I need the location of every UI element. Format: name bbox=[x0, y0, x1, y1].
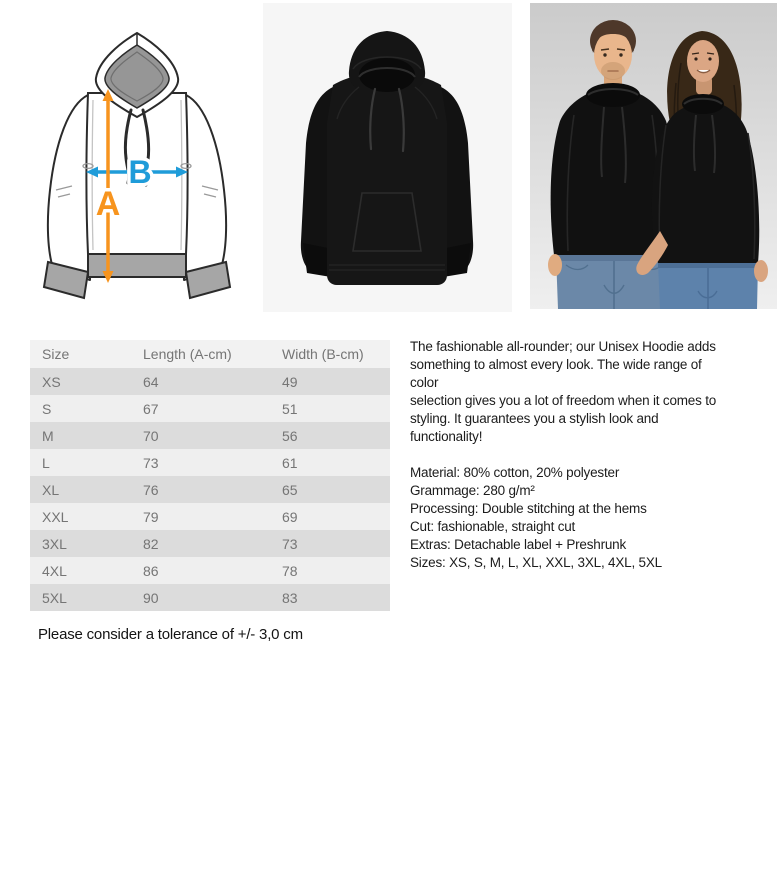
width-cell: 73 bbox=[282, 535, 298, 552]
table-row bbox=[30, 395, 390, 422]
label-b: B bbox=[128, 154, 152, 190]
width-cell: 61 bbox=[282, 454, 298, 471]
size-cell: 4XL bbox=[42, 562, 67, 579]
black-hoodie-graphic bbox=[263, 3, 512, 312]
length-cell: 86 bbox=[143, 562, 159, 579]
right-sleeve bbox=[182, 95, 226, 280]
length-cell: 79 bbox=[143, 508, 159, 525]
table-row bbox=[30, 557, 390, 584]
column-header-width: Width (B-cm) bbox=[282, 346, 364, 362]
models-graphic bbox=[530, 3, 777, 312]
hoodie-measurement-diagram bbox=[33, 12, 245, 304]
length-cell: 70 bbox=[143, 427, 159, 444]
size-cell: 5XL bbox=[42, 589, 67, 606]
size-cell: XL bbox=[42, 481, 60, 498]
size-cell: L bbox=[42, 454, 50, 471]
spec-line-sizes: Sizes: XS, S, M, L, XL, XXL, 3XL, 4XL, 5XL bbox=[410, 555, 662, 570]
table-header-row bbox=[30, 340, 390, 368]
left-sleeve bbox=[48, 95, 92, 280]
models-photo bbox=[530, 3, 777, 312]
length-cell: 64 bbox=[143, 373, 159, 390]
spec-line-extras: Extras: Detachable label + Preshrunk bbox=[410, 537, 627, 552]
size-cell: M bbox=[42, 427, 54, 444]
label-a: A bbox=[95, 185, 121, 223]
waistband bbox=[88, 254, 186, 277]
description-line: styling. It guarantees you a stylish look and functionality! bbox=[410, 411, 659, 444]
size-table bbox=[30, 340, 390, 611]
table-row bbox=[30, 449, 390, 476]
size-cell: 3XL bbox=[42, 535, 67, 552]
table-row bbox=[30, 530, 390, 557]
torso bbox=[327, 73, 447, 285]
width-cell: 83 bbox=[282, 589, 298, 606]
spec-line-grammage: Grammage: 280 g/m² bbox=[410, 483, 535, 498]
spec-line-cut: Cut: fashionable, straight cut bbox=[410, 519, 576, 534]
table-row bbox=[30, 584, 390, 611]
length-cell: 67 bbox=[143, 400, 159, 417]
table-row bbox=[30, 476, 390, 503]
column-header-size: Size bbox=[42, 346, 70, 362]
width-cell: 49 bbox=[282, 373, 298, 390]
length-cell: 82 bbox=[143, 535, 159, 552]
spec-line-processing: Processing: Double stitching at the hems bbox=[410, 501, 647, 516]
description-specs bbox=[410, 464, 730, 572]
tolerance-note: Please consider a tolerance of +/- 3,0 cm bbox=[38, 626, 303, 643]
size-cell: S bbox=[42, 400, 52, 417]
size-table-section bbox=[30, 340, 390, 611]
spec-line-material: Material: 80% cotton, 20% polyester bbox=[410, 465, 620, 480]
description-line: something to almost every look. The wide range of color bbox=[410, 357, 702, 390]
size-cell: XXL bbox=[42, 508, 69, 525]
size-diagram-image bbox=[33, 12, 245, 304]
width-cell: 78 bbox=[282, 562, 298, 579]
description-line: The fashionable all-rounder; our Unisex Hoodie adds bbox=[410, 339, 716, 354]
length-cell: 73 bbox=[143, 454, 159, 471]
table-row bbox=[30, 368, 390, 395]
column-header-length: Length (A-cm) bbox=[143, 346, 232, 362]
length-cell: 90 bbox=[143, 589, 159, 606]
width-cell: 65 bbox=[282, 481, 298, 498]
width-cell: 51 bbox=[282, 400, 298, 417]
width-cell: 69 bbox=[282, 508, 298, 525]
length-cell: 76 bbox=[143, 481, 159, 498]
description-line: selection gives you a lot of freedom when it comes to bbox=[410, 393, 717, 408]
table-row bbox=[30, 422, 390, 449]
table-row bbox=[30, 503, 390, 530]
product-photo bbox=[263, 3, 512, 312]
width-cell: 56 bbox=[282, 427, 298, 444]
description-intro bbox=[410, 338, 730, 446]
size-cell: XS bbox=[42, 373, 61, 390]
product-description bbox=[410, 338, 730, 572]
